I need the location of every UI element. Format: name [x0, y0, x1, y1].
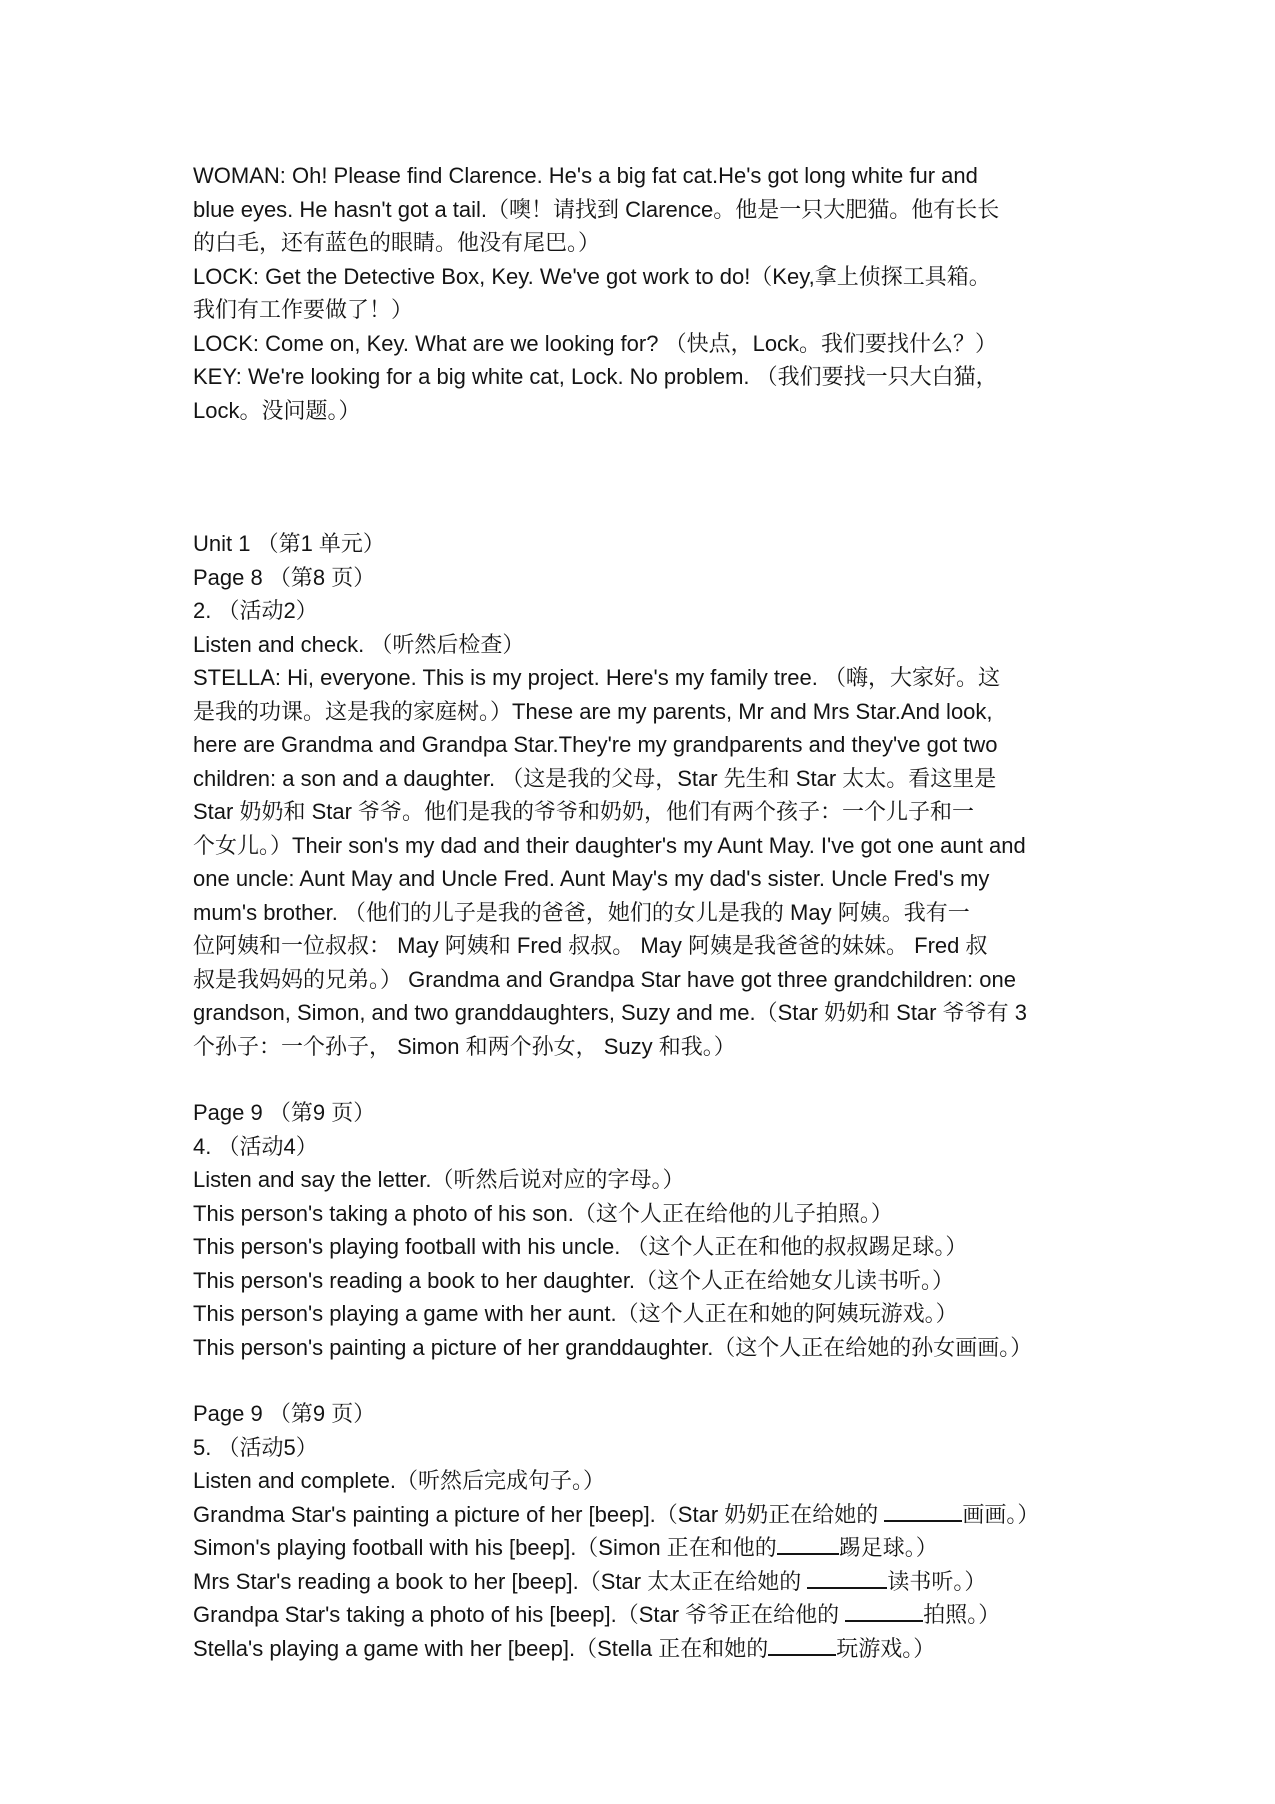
text-line: 个女儿。）Their son's my dad and their daughter's my Aunt May. I've got one aunt and [193, 832, 1026, 858]
sentence-text: Grandpa Star's taking a photo of his [beep].（Star 爷爷正在给他的 [193, 1602, 846, 1627]
text-line: mum's brother. （他们的儿子是我的爸爸，她们的女儿是我的 May 阿姨。我有一 [193, 899, 970, 925]
answer-blank [807, 1567, 887, 1589]
page-label: Page 8 （第8 页） [193, 564, 376, 590]
text-line: This person's painting a picture of her granddaughter.（这个人正在给她的孙女画画。） [193, 1334, 1033, 1360]
sentence-text: Stella's playing a game with her [beep].（Stella 正在和她的 [193, 1635, 769, 1661]
text-line: 位阿姨和一位叔叔： May 阿姨和 Fred 叔叔。 May 阿姨是我爸爸的妹妹。 Fred 叔 [193, 933, 988, 958]
answer-blank [777, 1533, 839, 1555]
answer-blank [845, 1600, 923, 1622]
text-line: Lock。没问题。） [193, 397, 361, 423]
text-line: here are Grandma and Grandpa Star.They're my grandparents and they've got two [193, 732, 998, 757]
text-line: 我们有工作要做了！） [193, 297, 414, 322]
fill-in-sentence [193, 1598, 1123, 1632]
fill-in-sentence [193, 1498, 1123, 1532]
text-line: This person's playing football with his uncle. （这个人正在和他的叔叔踢足球。） [193, 1234, 968, 1259]
activity-number: 5. （活动5） [193, 1434, 318, 1460]
text-line: LOCK: Come on, Key. What are we looking for? （快点，Lock。我们要找什么？） [193, 330, 998, 356]
sentence-text: 拍照。） [923, 1602, 1001, 1627]
page9-activity4-section [193, 1096, 1123, 1364]
sentence-text: 玩游戏。） [836, 1635, 936, 1661]
text-line: 叔是我妈妈的兄弟。） Grandma and Grandpa Star have got three grandchildren: one [193, 966, 1016, 992]
text-line: Star 奶奶和 Star 爷爷。他们是我的爷爷和奶奶，他们有两个孩子：一个儿子和一 [193, 799, 975, 824]
sentence-text: Simon's playing football with his [beep].（Simon 正在和他的 [193, 1535, 777, 1560]
text-line: children: a son and a daughter. （这是我的父母，Star 先生和 Star 太太。看这里是 [193, 765, 997, 791]
text-line: 的白毛，还有蓝色的眼睛。他没有尾巴。） [193, 230, 601, 255]
sentence-text: 读书听。） [887, 1568, 987, 1594]
text-line: KEY: We're looking for a big white cat, Lock. No problem. （我们要找一只大白猫， [193, 364, 998, 389]
page9-activity5-section [193, 1397, 1123, 1665]
activity-number: 2. （活动2） [193, 598, 318, 623]
text-line: LOCK: Get the Detective Box, Key. We've got work to do!（Key,拿上侦探工具箱。 [193, 263, 991, 289]
unit-title: Unit 1 （第1 单元） [193, 531, 385, 556]
text-line: blue eyes. He hasn't got a tail.（噢！请找到 Clarence。他是一只大肥猫。他有长长 [193, 196, 1000, 222]
answer-blank [768, 1634, 836, 1656]
sentence-text: Grandma Star's painting a picture of her [beep].（Star 奶奶正在给她的 [193, 1501, 885, 1527]
fill-in-sentence [193, 1632, 1123, 1666]
sentence-text: Mrs Star's reading a book to her [beep].（Star 太太正在给她的 [193, 1568, 808, 1594]
activity-instruction: Listen and say the letter.（听然后说对应的字母。） [193, 1167, 685, 1192]
fill-in-sentence [193, 1531, 1123, 1565]
text-line: This person's taking a photo of his son.（这个人正在给他的儿子拍照。） [193, 1200, 893, 1226]
text-line: This person's playing a game with her aunt.（这个人正在和她的阿姨玩游戏。） [193, 1301, 958, 1326]
intro-dialogue [193, 159, 1123, 427]
activity-instruction: Listen and complete.（听然后完成句子。） [193, 1468, 606, 1493]
activity-number: 4. （活动4） [193, 1133, 318, 1159]
text-line: WOMAN: Oh! Please find Clarence. He's a big fat cat.He's got long white fur and [193, 163, 978, 188]
page-label: Page 9 （第9 页） [193, 1401, 376, 1426]
document-content [193, 159, 1123, 1665]
text-line: grandson, Simon, and two granddaughters, Suzy and me.（Star 奶奶和 Star 爷爷有 3 [193, 1000, 1027, 1025]
text-line: This person's reading a book to her daughter.（这个人正在给她女儿读书听。） [193, 1267, 955, 1293]
unit1-section [193, 527, 1123, 1063]
sentence-text: 踢足球。） [838, 1535, 938, 1560]
text-line: one uncle: Aunt May and Uncle Fred. Aunt May's my dad's sister. Uncle Fred's my [193, 866, 990, 891]
text-line: 是我的功课。这是我的家庭树。）These are my parents, Mr and Mrs Star.And look, [193, 698, 993, 724]
page-label: Page 9 （第9 页） [193, 1100, 376, 1125]
activity-instruction: Listen and check. （听然后检查） [193, 631, 525, 657]
answer-blank [884, 1500, 962, 1522]
sentence-text: 画画。） [962, 1501, 1040, 1527]
text-line: 个孙子：一个孙子， Simon 和两个孙女， Suzy 和我。） [193, 1033, 736, 1059]
fill-in-sentence [193, 1565, 1123, 1599]
text-line: STELLA: Hi, everyone. This is my project. Here's my family tree. （嗨，大家好。这 [193, 665, 1000, 690]
